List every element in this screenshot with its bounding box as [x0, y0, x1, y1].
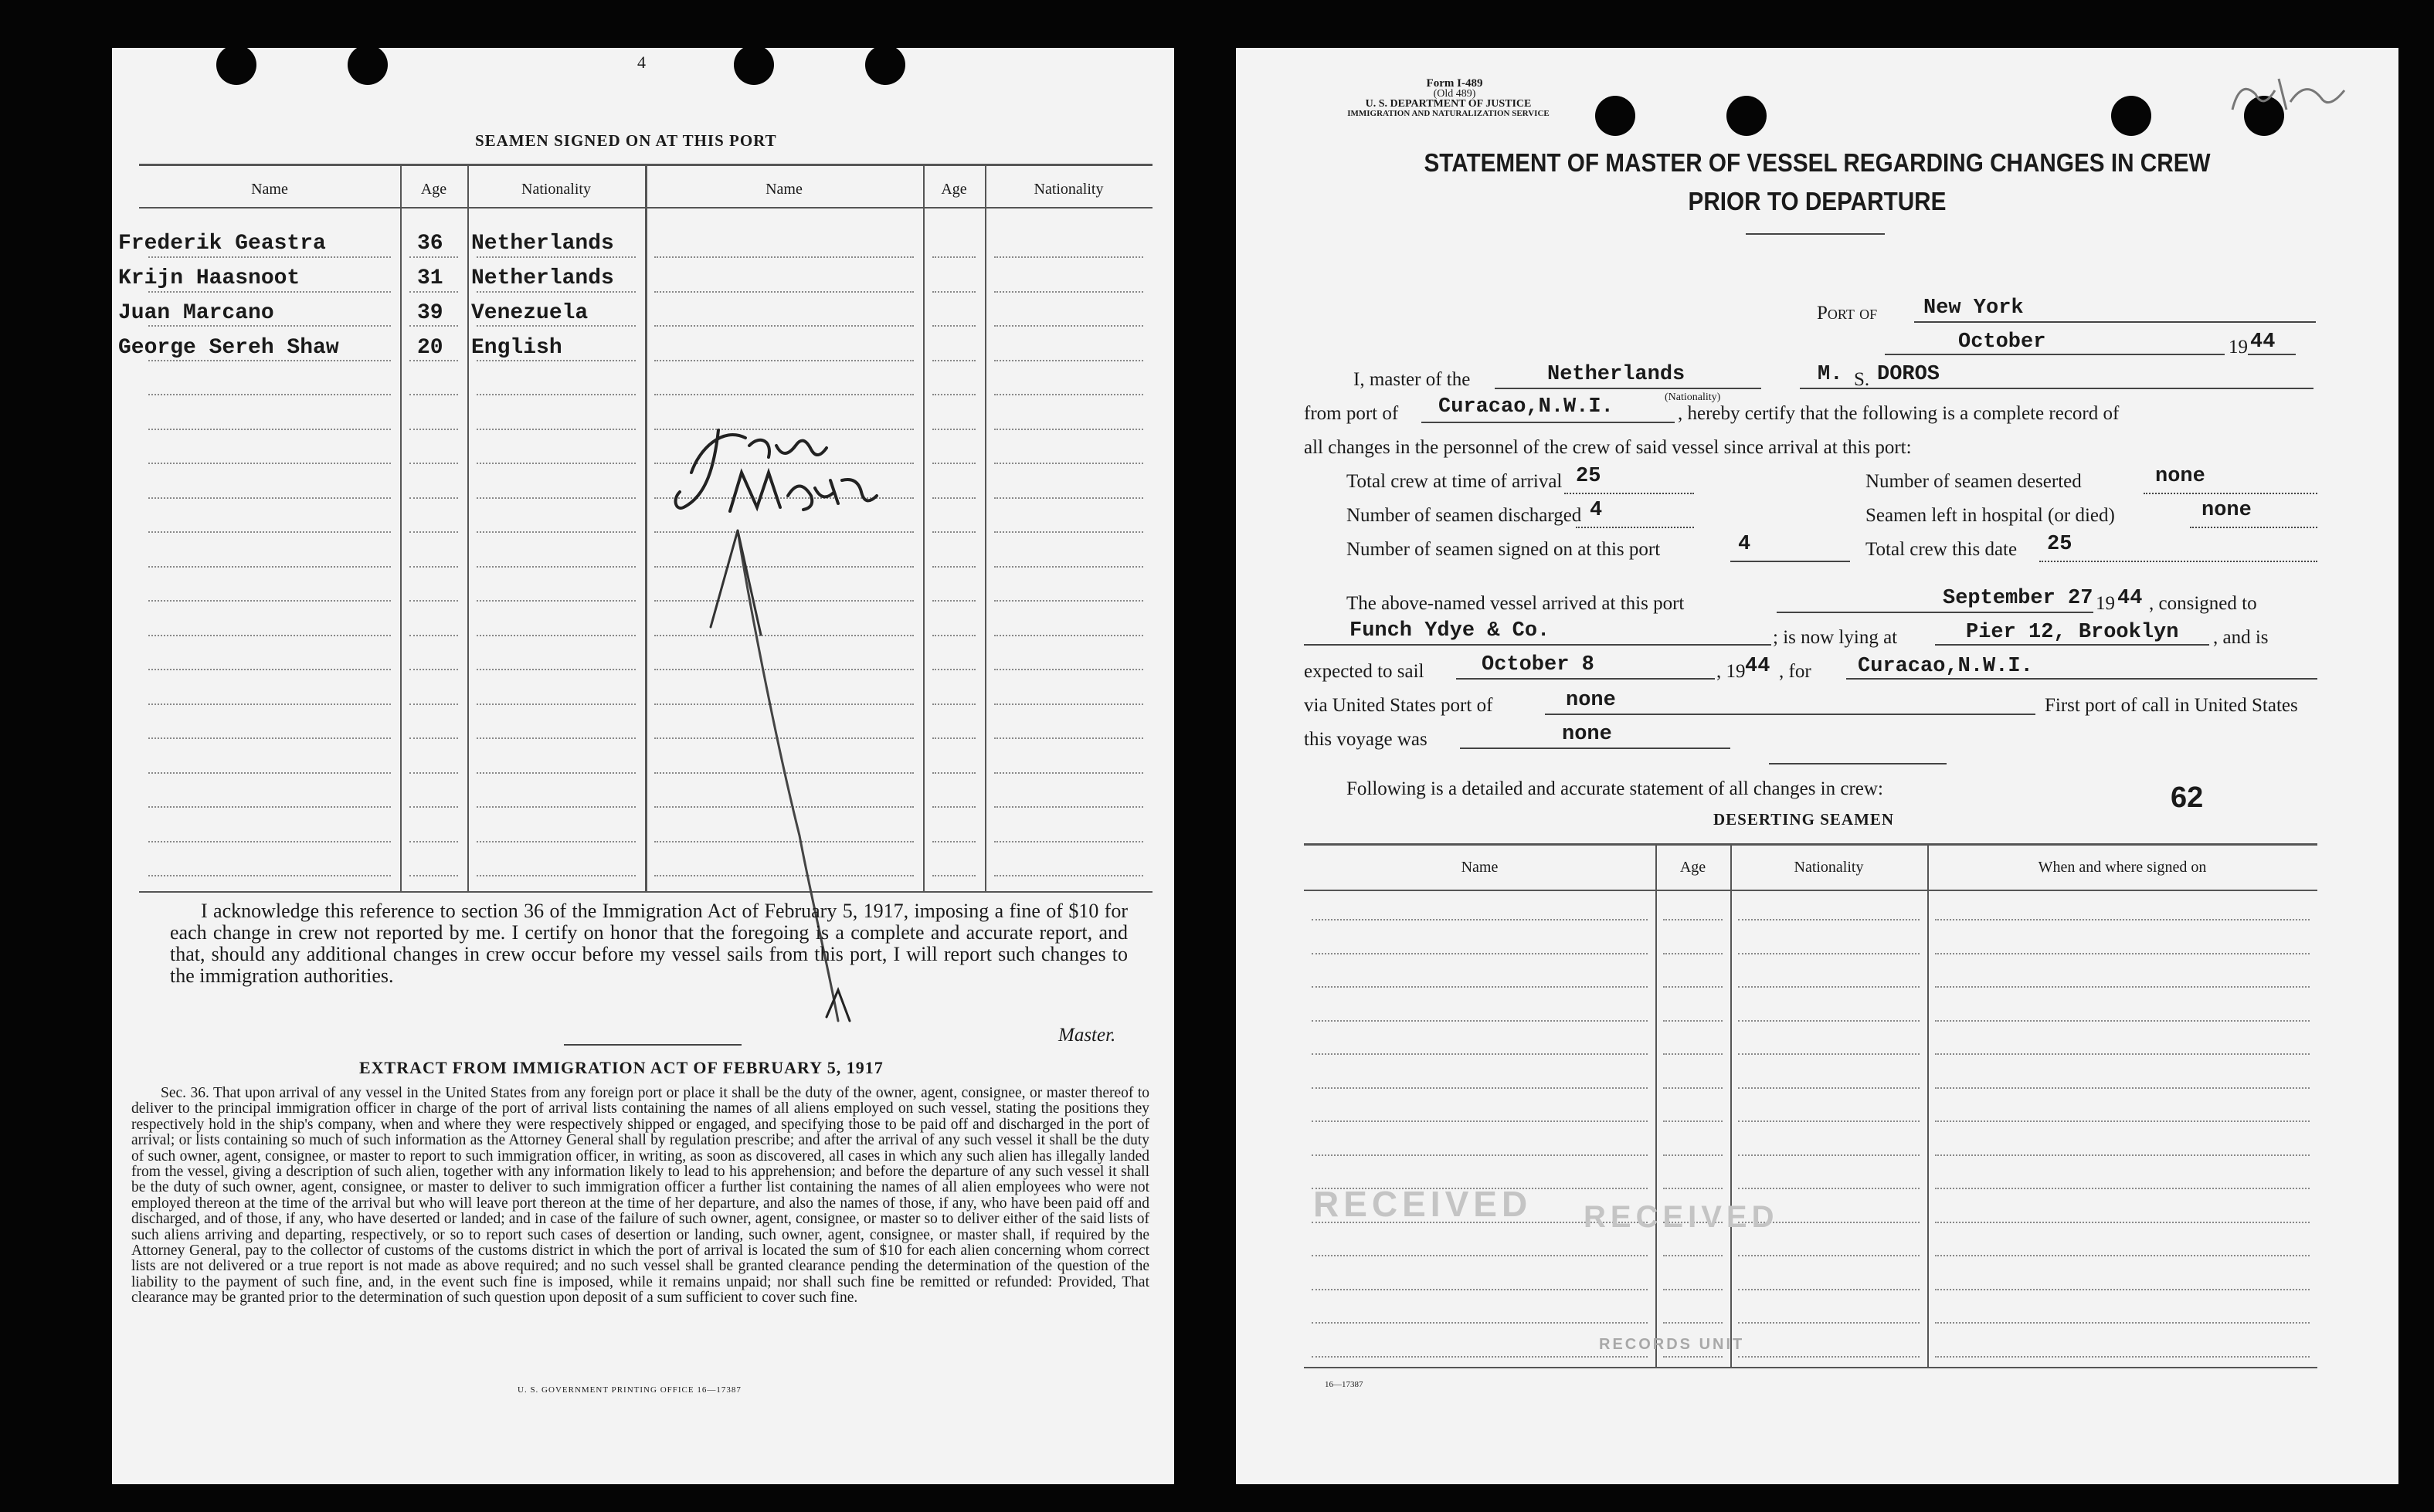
row-rule [148, 325, 391, 327]
row-rule [1312, 919, 1648, 920]
from-port-value: Curacao,N.W.I. [1438, 395, 1614, 419]
row-rule [409, 806, 458, 808]
voyage-label: this voyage was [1304, 729, 1427, 750]
row-rule [1663, 986, 1723, 988]
expected-value: October 8 [1482, 653, 1594, 676]
printer-footer: U. S. GOVERNMENT PRINTING OFFICE 16—17387 [518, 1385, 742, 1395]
punch-hole [216, 48, 256, 85]
dotted-leader [2144, 493, 2317, 494]
row-rule [1935, 1020, 2310, 1022]
row-rule [477, 429, 636, 430]
master-label: Master. [1058, 1025, 1116, 1046]
seaman-age: 36 [417, 232, 443, 256]
lying-at-line [1935, 644, 2209, 646]
row-rule [477, 531, 636, 533]
row-rule [409, 360, 458, 361]
port-of-label: Port of [1817, 303, 1878, 324]
for-line [1846, 678, 2317, 680]
date-value: October [1958, 331, 2046, 354]
row-rule [409, 737, 458, 739]
row-rule [932, 325, 976, 327]
row-rule [1663, 1053, 1723, 1055]
row-rule [409, 256, 458, 258]
row-rule [1663, 1188, 1723, 1189]
deserting-table-top [1304, 843, 2317, 846]
punch-hole [865, 48, 905, 85]
row-rule [148, 875, 391, 876]
from-port-line [1421, 422, 1675, 423]
row-rule [1663, 919, 1723, 920]
form-number: Form I-489 [1426, 77, 1483, 90]
for-value: Curacao,N.W.I. [1858, 655, 2033, 678]
row-rule [148, 497, 391, 499]
row-rule [1738, 1322, 1920, 1324]
year-line [2248, 354, 2296, 355]
total-crew-arrival-value: 25 [1576, 465, 1601, 488]
seaman-name: Krijn Haasnoot [118, 266, 300, 290]
row-rule [477, 875, 636, 876]
row-rule [1312, 953, 1648, 954]
row-rule [1935, 1087, 2310, 1089]
row-rule [1738, 986, 1920, 988]
column-divider [467, 164, 469, 891]
dotted-leader [1564, 493, 1694, 494]
row-rule [1663, 1120, 1723, 1122]
hospital-label: Seamen left in hospital (or died) [1865, 505, 2115, 526]
voyage-line [1460, 748, 1730, 749]
column-divider [400, 164, 402, 891]
column-divider [1730, 843, 1732, 1367]
and-is-label: , and is [2213, 627, 2269, 648]
first-port-label: First port of call in United States [2045, 695, 2298, 716]
row-rule [1935, 1053, 2310, 1055]
row-rule [148, 772, 391, 774]
signed-on-value: 4 [1738, 533, 1751, 556]
row-rule [1663, 1322, 1723, 1324]
following-text: Following is a detailed and accurate statement of all changes in crew: [1346, 778, 1883, 799]
port-line [1914, 321, 2316, 323]
punch-hole [1595, 96, 1635, 136]
expected-line [1456, 678, 1715, 680]
punch-hole [2111, 96, 2151, 136]
punch-hole [1726, 96, 1767, 136]
expected-label: expected to sail [1304, 661, 1424, 682]
row-rule [654, 291, 914, 293]
row-rule [654, 360, 914, 361]
row-rule [1738, 919, 1920, 920]
row-rule [148, 463, 391, 464]
row-rule [932, 291, 976, 293]
extract-title: EXTRACT FROM IMMIGRATION ACT OF FEBRUARY 5, 1917 [359, 1058, 884, 1077]
row-rule [409, 497, 458, 499]
seaman-name: George Sereh Shaw [118, 336, 339, 360]
column-header-age: Age [941, 181, 967, 198]
row-rule [1935, 919, 2310, 920]
row-rule [477, 737, 636, 739]
date-line [1885, 354, 2225, 355]
deserted-label: Number of seamen deserted [1865, 471, 2082, 492]
punch-hole [348, 48, 388, 85]
row-rule [1738, 1087, 1920, 1089]
seaman-nationality: Netherlands [471, 232, 614, 256]
row-rule [932, 360, 976, 361]
row-rule [1663, 1289, 1723, 1290]
column-header-nationality: Nationality [521, 181, 591, 198]
vessel-line [1800, 388, 2313, 389]
dotted-leader [1576, 527, 1694, 528]
form-title-line1: STATEMENT OF MASTER OF VESSEL REGARDING CHANGES IN CREW [1424, 148, 2211, 177]
row-rule [1935, 1188, 2310, 1189]
row-rule [1663, 1255, 1723, 1256]
discharged-label: Number of seamen discharged [1346, 505, 1582, 526]
vessel-type: M. [1818, 363, 1843, 386]
column-header-age: Age [420, 181, 447, 198]
row-rule [1663, 1356, 1723, 1358]
row-rule [1663, 1087, 1723, 1089]
row-rule [1935, 1255, 2310, 1256]
signed-on-label: Number of seamen signed on at this port [1346, 539, 1661, 560]
row-rule [1663, 953, 1723, 954]
row-rule [1738, 1356, 1920, 1358]
column-header-nationality: Nationality [1794, 859, 1864, 876]
row-rule [409, 566, 458, 568]
row-rule [1935, 1154, 2310, 1156]
arrived-line [1777, 612, 2093, 613]
pencil-annotation [154, 999, 161, 1026]
row-rule [1935, 1222, 2310, 1223]
row-rule [1312, 1255, 1648, 1256]
row-rule [654, 256, 914, 258]
row-rule [477, 291, 636, 293]
row-rule [477, 841, 636, 842]
nationality-value: Netherlands [1547, 363, 1685, 386]
row-rule [409, 772, 458, 774]
page-number: 4 [637, 53, 646, 72]
row-rule [654, 325, 914, 327]
service-name: IMMIGRATION AND NATURALIZATION SERVICE [1347, 109, 1550, 118]
row-rule [477, 806, 636, 808]
seaman-nationality: Netherlands [471, 266, 614, 290]
row-rule [409, 531, 458, 533]
column-divider [1927, 843, 1929, 1367]
from-port-label: from port of [1304, 403, 1399, 424]
row-rule [477, 497, 636, 499]
row-rule [1935, 1322, 2310, 1324]
seaman-age: 20 [417, 336, 443, 360]
row-rule [409, 703, 458, 705]
row-rule [477, 772, 636, 774]
discharged-value: 4 [1590, 499, 1603, 522]
row-rule [148, 531, 391, 533]
lying-at-value: Pier 12, Brooklyn [1966, 621, 2179, 644]
row-rule [477, 669, 636, 670]
dotted-leader [2039, 561, 2317, 562]
row-rule [148, 703, 391, 705]
row-rule [477, 325, 636, 327]
department-name: U. S. DEPARTMENT OF JUSTICE [1365, 98, 1532, 110]
row-rule [1738, 1255, 1920, 1256]
certify-text: , hereby certify that the following is a complete record of [1678, 403, 2120, 424]
footer-code: 16—17387 [1325, 1380, 1363, 1389]
row-rule [1312, 1322, 1648, 1324]
total-crew-date-value: 25 [2047, 533, 2072, 556]
row-rule [477, 635, 636, 636]
row-rule [1935, 953, 2310, 954]
row-rule [1312, 1053, 1648, 1055]
row-rule [409, 669, 458, 670]
row-rule [1935, 986, 2310, 988]
row-rule [148, 566, 391, 568]
deserted-value: none [2155, 465, 2205, 488]
row-rule [148, 256, 391, 258]
row-rule [409, 841, 458, 842]
row-rule [994, 256, 1143, 258]
row-rule [409, 291, 458, 293]
row-rule [148, 429, 391, 430]
column-header-name: Name [766, 181, 803, 198]
row-rule [1312, 1020, 1648, 1022]
seaman-nationality: English [471, 336, 562, 360]
seaman-name: Juan Marcano [118, 301, 274, 325]
consigned-label: , consigned to [2149, 593, 2257, 614]
row-rule [409, 394, 458, 395]
column-header-name: Name [1461, 859, 1499, 876]
row-rule [148, 360, 391, 361]
row-rule [409, 463, 458, 464]
row-rule [477, 566, 636, 568]
pencil-initials [2217, 63, 2371, 133]
left-page [112, 48, 1174, 1484]
master-signature-line [564, 1044, 742, 1046]
all-changes-text: all changes in the personnel of the crew of said vessel since arrival at this port: [1304, 437, 1912, 458]
row-rule [148, 669, 391, 670]
row-rule [477, 463, 636, 464]
hospital-value: none [2201, 499, 2252, 522]
signed-on-line [1730, 561, 1850, 562]
column-divider [1655, 843, 1657, 1367]
handwritten-number: 62 [2171, 781, 2204, 814]
row-rule [148, 737, 391, 739]
seaman-nationality: Venezuela [471, 301, 589, 325]
year-value: 44 [2250, 331, 2276, 354]
row-rule [148, 806, 391, 808]
section-title: SEAMEN SIGNED ON AT THIS PORT [475, 131, 777, 150]
deserting-table-bottom [1304, 1367, 2317, 1368]
via-line [1545, 714, 2035, 715]
row-rule [409, 875, 458, 876]
row-rule [477, 703, 636, 705]
year-prefix: 19 [2229, 337, 2248, 358]
expected-year-prefix: , 19 [1716, 661, 1746, 682]
row-rule [1312, 1154, 1648, 1156]
deserting-table-header-border [1304, 890, 2317, 891]
separator-rule [1769, 763, 1947, 764]
column-header-age: Age [1679, 859, 1706, 876]
row-rule [148, 394, 391, 395]
punch-hole [734, 48, 774, 85]
consignee-value: Funch Ydye & Co. [1349, 619, 1550, 642]
arrived-label: The above-named vessel arrived at this port [1346, 593, 1685, 614]
row-rule [994, 325, 1143, 327]
deserting-title: DESERTING SEAMEN [1713, 810, 1895, 829]
column-header-nationality: Nationality [1034, 181, 1104, 198]
seaman-age: 39 [417, 301, 443, 325]
row-rule [1663, 1020, 1723, 1022]
form-title-line2: PRIOR TO DEPARTURE [1688, 187, 1947, 215]
column-header-when-where: When and where signed on [2038, 859, 2207, 876]
row-rule [1738, 1120, 1920, 1122]
seaman-age: 31 [417, 266, 443, 290]
master-of-label: I, master of the [1353, 369, 1471, 390]
row-rule [477, 360, 636, 361]
expected-year: 44 [1745, 655, 1770, 678]
lying-at-label: ; is now lying at [1773, 627, 1898, 648]
voyage-value: none [1562, 723, 1612, 746]
row-rule [477, 256, 636, 258]
row-rule [148, 600, 391, 602]
row-rule [932, 256, 976, 258]
extract-text: Sec. 36. That upon arrival of any vessel in the United States from any foreign port or place it shall be the duty of the owner, agent, consignee, or master thereof to deliver to the principal immigration officer in charge of the port of arrival lists containing the names of all aliens employed on such vessel, stating the positions they respectively hold in the ship's company, when and where they were respectively shipped or engaged, and specifying those to be paid off and discharged in the port of arrival; or lists containing so much of such information as the Attorney General shall by regulation prescribe; and after the arrival of any such vessel it shall be the duty of such owner, agent, consignee, or master to report to such immigration officer, in writing, as soon as discovered, all cases in which any such alien has illegally landed from the vessel, giving a description of such alien, together with any information likely to lead to his apprehension; and before the departure of any such vessel it shall be the duty of such owner, agent, consignee, or master to deliver to such immigration officer a further list containing the names of all alien employees who were not employed thereon at the time of the arrival but who will leave port thereon at the time of her departure, and also the names of those, if any, who have been paid off and discharged, and of those, if any, who have deserted or landed; and in case of the failure of such owner, agent, consignee, or master so to deliver either of the said lists of such aliens arriving and departing, respectively, or so to report such cases of desertion or landing, such owner, agent, consignee, or master shall, if required by the Attorney General, pay to the collector of customs of the customs district in which the port of arrival is located the sum of $10 for each alien concerning whom correct lists are not delivered or a true report is not made as above required; and no such vessel shall be granted clearance pending the determination of the question of the liability to the payment of such fine, and, in the event such fine is imposed, while it remains unpaid; nor shall such fine be remitted or refunded: Provided, That clearance may be granted prior to the determination of such question upon deposit of a sum sufficient to cover such fine. [131, 1085, 1149, 1307]
row-rule [148, 635, 391, 636]
vessel-name: DOROS [1877, 363, 1940, 386]
received-stamp: RECEIVED [1584, 1200, 1779, 1234]
row-rule [1312, 1087, 1648, 1089]
row-rule [1738, 1188, 1920, 1189]
row-rule [1935, 1289, 2310, 1290]
row-rule [409, 635, 458, 636]
row-rule [1663, 1154, 1723, 1156]
nationality-line [1495, 388, 1761, 389]
row-rule [1738, 953, 1920, 954]
records-unit-stamp: RECORDS UNIT [1599, 1336, 1745, 1353]
seaman-name: Frederik Geastra [118, 232, 326, 256]
title-rule [1746, 233, 1885, 235]
row-rule [148, 291, 391, 293]
dotted-leader [2190, 527, 2317, 528]
arrived-year-prefix: 19 [2096, 593, 2115, 614]
port-of-value: New York [1923, 297, 2024, 320]
row-rule [1935, 1356, 2310, 1358]
row-rule [409, 429, 458, 430]
row-rule [1935, 1120, 2310, 1122]
right-page [1236, 48, 2398, 1484]
row-rule [1312, 1120, 1648, 1122]
via-value: none [1566, 689, 1616, 712]
arrived-year: 44 [2117, 587, 2143, 610]
row-rule [1312, 1289, 1648, 1290]
row-rule [1738, 1020, 1920, 1022]
column-header-name: Name [251, 181, 288, 198]
consignee-line [1304, 644, 1771, 646]
row-rule [994, 291, 1143, 293]
vessel-s: S. [1854, 369, 1870, 390]
total-crew-arrival-label: Total crew at time of arrival [1346, 471, 1563, 492]
arrived-value: September 27 [1943, 587, 2093, 610]
row-rule [1738, 1289, 1920, 1290]
received-stamp: RECEIVED [1313, 1184, 1533, 1224]
nationality-caption: (Nationality) [1665, 392, 1721, 403]
form-old-number: (Old 489) [1433, 88, 1476, 100]
row-rule [994, 360, 1143, 361]
row-rule [1312, 1356, 1648, 1358]
row-rule [477, 394, 636, 395]
row-rule [1738, 1154, 1920, 1156]
for-label: , for [1779, 661, 1811, 682]
row-rule [409, 600, 458, 602]
via-label: via United States port of [1304, 695, 1493, 716]
acknowledgement-text: I acknowledge this reference to section 36 of the Immigration Act of February 5, 1917, imposing a fine of $10 for each change in crew not reported by me. I certify on honor that the foregoing is a complete and accurate report, and that, should any additional changes in crew occur before my vessel sails from this port, I will report such changes to the immigration authorities. [170, 900, 1128, 987]
signature-text [112, 48, 113, 49]
row-rule [1738, 1053, 1920, 1055]
row-rule [148, 841, 391, 842]
total-crew-date-label: Total crew this date [1865, 539, 2018, 560]
row-rule [477, 600, 636, 602]
row-rule [409, 325, 458, 327]
row-rule [1312, 986, 1648, 988]
